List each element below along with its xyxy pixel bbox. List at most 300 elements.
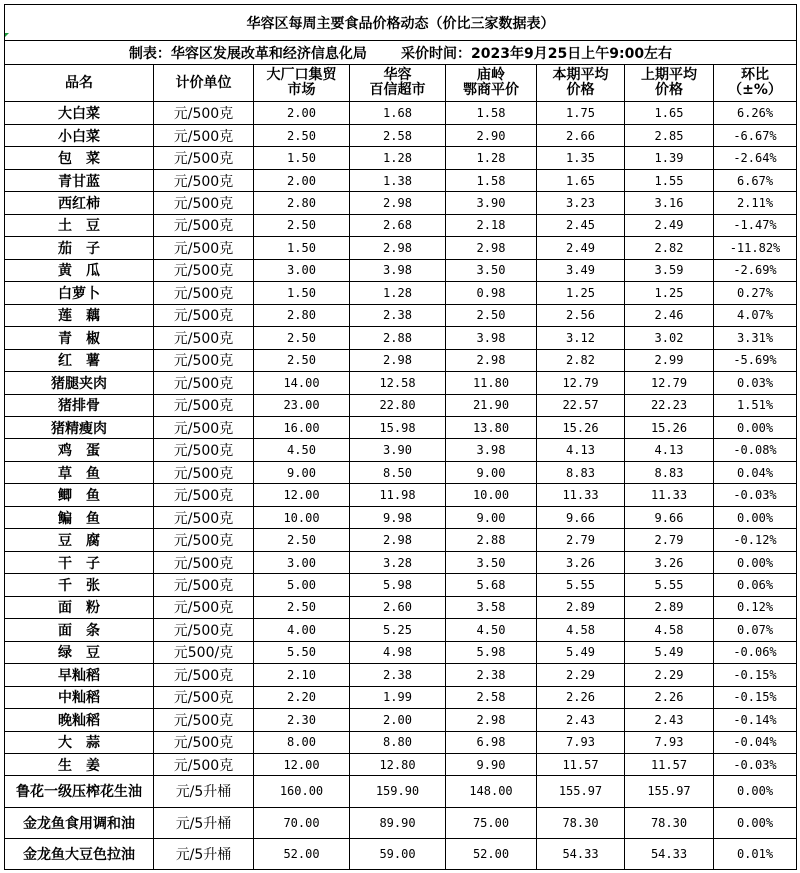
price-unit: 元/500克 bbox=[154, 237, 254, 259]
table-row bbox=[5, 169, 797, 191]
current-avg: 2.45 bbox=[537, 214, 625, 236]
market-price: 2.50 bbox=[254, 327, 350, 349]
eshang-price: 11.80 bbox=[446, 372, 537, 394]
table-row bbox=[5, 551, 797, 573]
previous-avg: 2.99 bbox=[625, 349, 714, 371]
eshang-price: 4.50 bbox=[446, 619, 537, 641]
change-percent: 0.04% bbox=[714, 461, 797, 483]
eshang-price: 2.58 bbox=[446, 686, 537, 708]
previous-avg: 2.29 bbox=[625, 664, 714, 686]
item-name: 鳊 鱼 bbox=[5, 506, 154, 528]
current-avg: 3.12 bbox=[537, 327, 625, 349]
baixin-price: 89.90 bbox=[350, 807, 446, 838]
table-row bbox=[5, 461, 797, 483]
previous-avg: 2.49 bbox=[625, 214, 714, 236]
current-avg: 4.58 bbox=[537, 619, 625, 641]
title-row bbox=[5, 5, 797, 41]
current-avg: 3.26 bbox=[537, 551, 625, 573]
current-avg: 1.25 bbox=[537, 282, 625, 304]
baixin-price: 12.58 bbox=[350, 372, 446, 394]
baixin-price: 1.28 bbox=[350, 147, 446, 169]
previous-avg: 3.02 bbox=[625, 327, 714, 349]
table-row bbox=[5, 304, 797, 326]
current-avg: 22.57 bbox=[537, 394, 625, 416]
eshang-price: 9.90 bbox=[446, 754, 537, 776]
table-row bbox=[5, 282, 797, 304]
previous-avg: 9.66 bbox=[625, 506, 714, 528]
baixin-price: 8.50 bbox=[350, 461, 446, 483]
change-percent: 4.07% bbox=[714, 304, 797, 326]
previous-avg: 78.30 bbox=[625, 807, 714, 838]
previous-avg: 1.55 bbox=[625, 169, 714, 191]
eshang-price: 3.90 bbox=[446, 192, 537, 214]
column-header-line1: 计价单位 bbox=[175, 74, 232, 91]
change-percent: 2.11% bbox=[714, 192, 797, 214]
change-percent: -5.69% bbox=[714, 349, 797, 371]
current-avg: 1.75 bbox=[537, 102, 625, 124]
previous-avg: 15.26 bbox=[625, 416, 714, 438]
market-price: 23.00 bbox=[254, 394, 350, 416]
table-row bbox=[5, 709, 797, 731]
change-percent: 6.67% bbox=[714, 169, 797, 191]
current-avg: 2.49 bbox=[537, 237, 625, 259]
table-row bbox=[5, 641, 797, 663]
item-name: 金龙鱼大豆色拉油 bbox=[5, 838, 154, 869]
baixin-price: 3.98 bbox=[350, 259, 446, 281]
price-unit: 元/500克 bbox=[154, 416, 254, 438]
baixin-price: 1.38 bbox=[350, 169, 446, 191]
change-percent: 0.03% bbox=[714, 372, 797, 394]
market-price: 2.00 bbox=[254, 169, 350, 191]
eshang-price: 9.00 bbox=[446, 506, 537, 528]
eshang-price: 13.80 bbox=[446, 416, 537, 438]
column-header-line1: 环比 bbox=[741, 67, 769, 84]
baixin-price: 4.98 bbox=[350, 641, 446, 663]
eshang-price: 1.58 bbox=[446, 169, 537, 191]
collection-time: 采价时间：2023年9月25日上午9:00左右 bbox=[401, 45, 673, 62]
baixin-price: 8.80 bbox=[350, 731, 446, 753]
baixin-price: 2.00 bbox=[350, 709, 446, 731]
current-avg: 4.13 bbox=[537, 439, 625, 461]
price-unit: 元/500克 bbox=[154, 372, 254, 394]
table-row bbox=[5, 102, 797, 124]
table-title: 华容区每周主要食品价格动态（价比三家数据表） bbox=[5, 5, 797, 41]
previous-avg: 11.33 bbox=[625, 484, 714, 506]
eshang-price: 21.90 bbox=[446, 394, 537, 416]
current-avg: 2.26 bbox=[537, 686, 625, 708]
price-table bbox=[4, 4, 797, 870]
eshang-price: 3.98 bbox=[446, 327, 537, 349]
current-avg: 54.33 bbox=[537, 838, 625, 869]
item-name: 豆 腐 bbox=[5, 529, 154, 551]
current-avg: 155.97 bbox=[537, 776, 625, 807]
eshang-price: 3.58 bbox=[446, 596, 537, 618]
eshang-price: 3.50 bbox=[446, 259, 537, 281]
table-row bbox=[5, 439, 797, 461]
price-unit: 元/500克 bbox=[154, 282, 254, 304]
change-percent: 6.26% bbox=[714, 102, 797, 124]
eshang-price: 10.00 bbox=[446, 484, 537, 506]
item-name: 猪排骨 bbox=[5, 394, 154, 416]
column-header-line2: 市场 bbox=[287, 82, 316, 99]
previous-avg: 4.13 bbox=[625, 439, 714, 461]
market-price: 4.00 bbox=[254, 619, 350, 641]
column-header bbox=[446, 64, 537, 101]
eshang-price: 2.98 bbox=[446, 237, 537, 259]
change-percent: 3.31% bbox=[714, 327, 797, 349]
item-name: 早籼稻 bbox=[5, 664, 154, 686]
baixin-price: 2.98 bbox=[350, 529, 446, 551]
item-name: 红 薯 bbox=[5, 349, 154, 371]
change-percent: -0.03% bbox=[714, 484, 797, 506]
current-avg: 11.33 bbox=[537, 484, 625, 506]
baixin-price: 1.68 bbox=[350, 102, 446, 124]
market-price: 2.50 bbox=[254, 349, 350, 371]
change-percent: 0.01% bbox=[714, 838, 797, 869]
change-percent: -0.03% bbox=[714, 754, 797, 776]
market-price: 2.50 bbox=[254, 596, 350, 618]
change-percent: -1.47% bbox=[714, 214, 797, 236]
price-unit: 元/500克 bbox=[154, 214, 254, 236]
change-percent: 0.07% bbox=[714, 619, 797, 641]
market-price: 2.20 bbox=[254, 686, 350, 708]
table-row bbox=[5, 664, 797, 686]
eshang-price: 3.50 bbox=[446, 551, 537, 573]
previous-avg: 2.26 bbox=[625, 686, 714, 708]
eshang-price: 2.38 bbox=[446, 664, 537, 686]
market-price: 1.50 bbox=[254, 282, 350, 304]
market-price: 1.50 bbox=[254, 147, 350, 169]
eshang-price: 52.00 bbox=[446, 838, 537, 869]
baixin-price: 59.00 bbox=[350, 838, 446, 869]
column-header-line1: 华容 bbox=[383, 67, 412, 84]
table-row bbox=[5, 776, 797, 807]
market-price: 14.00 bbox=[254, 372, 350, 394]
eshang-price: 2.88 bbox=[446, 529, 537, 551]
change-percent: 0.00% bbox=[714, 776, 797, 807]
change-percent: -6.67% bbox=[714, 124, 797, 146]
market-price: 2.50 bbox=[254, 124, 350, 146]
price-unit: 元/500克 bbox=[154, 349, 254, 371]
item-name: 青 椒 bbox=[5, 327, 154, 349]
previous-avg: 7.93 bbox=[625, 731, 714, 753]
eshang-price: 5.98 bbox=[446, 641, 537, 663]
change-percent: -0.14% bbox=[714, 709, 797, 731]
table-row bbox=[5, 731, 797, 753]
current-avg: 11.57 bbox=[537, 754, 625, 776]
current-avg: 3.23 bbox=[537, 192, 625, 214]
change-percent: -0.12% bbox=[714, 529, 797, 551]
baixin-price: 1.99 bbox=[350, 686, 446, 708]
current-avg: 2.79 bbox=[537, 529, 625, 551]
price-unit: 元/500克 bbox=[154, 304, 254, 326]
eshang-price: 3.98 bbox=[446, 439, 537, 461]
previous-avg: 2.82 bbox=[625, 237, 714, 259]
current-avg: 5.55 bbox=[537, 574, 625, 596]
table-row bbox=[5, 506, 797, 528]
column-header-line1: 品名 bbox=[65, 74, 93, 91]
price-unit: 元/500克 bbox=[154, 169, 254, 191]
baixin-price: 9.98 bbox=[350, 506, 446, 528]
eshang-price: 0.98 bbox=[446, 282, 537, 304]
previous-avg: 8.83 bbox=[625, 461, 714, 483]
current-avg: 2.82 bbox=[537, 349, 625, 371]
previous-avg: 2.89 bbox=[625, 596, 714, 618]
item-name: 面 粉 bbox=[5, 596, 154, 618]
eshang-price: 2.50 bbox=[446, 304, 537, 326]
previous-avg: 1.39 bbox=[625, 147, 714, 169]
price-unit: 元/500克 bbox=[154, 259, 254, 281]
market-price: 2.30 bbox=[254, 709, 350, 731]
market-price: 2.10 bbox=[254, 664, 350, 686]
table-row bbox=[5, 259, 797, 281]
previous-avg: 3.59 bbox=[625, 259, 714, 281]
baixin-price: 2.98 bbox=[350, 237, 446, 259]
table-row bbox=[5, 529, 797, 551]
header-row bbox=[5, 64, 797, 101]
previous-avg: 2.46 bbox=[625, 304, 714, 326]
market-price: 9.00 bbox=[254, 461, 350, 483]
current-avg: 5.49 bbox=[537, 641, 625, 663]
baixin-price: 159.90 bbox=[350, 776, 446, 807]
eshang-price: 2.98 bbox=[446, 349, 537, 371]
previous-avg: 3.26 bbox=[625, 551, 714, 573]
change-percent: 0.00% bbox=[714, 551, 797, 573]
price-unit: 元/500克 bbox=[154, 619, 254, 641]
price-unit: 元/5升桶 bbox=[154, 776, 254, 807]
table-row bbox=[5, 147, 797, 169]
eshang-price: 1.28 bbox=[446, 147, 537, 169]
eshang-price: 2.18 bbox=[446, 214, 537, 236]
column-header bbox=[625, 64, 714, 101]
price-unit: 元/500克 bbox=[154, 102, 254, 124]
column-header-line2: 价格 bbox=[566, 82, 595, 99]
item-name: 猪精瘦肉 bbox=[5, 416, 154, 438]
column-header-line2: 价格 bbox=[655, 82, 683, 99]
item-name: 千 张 bbox=[5, 574, 154, 596]
baixin-price: 2.38 bbox=[350, 304, 446, 326]
market-price: 70.00 bbox=[254, 807, 350, 838]
table-row bbox=[5, 192, 797, 214]
current-avg: 9.66 bbox=[537, 506, 625, 528]
column-header-line2: 百信超市 bbox=[369, 82, 426, 99]
market-price: 1.50 bbox=[254, 237, 350, 259]
market-price: 4.50 bbox=[254, 439, 350, 461]
eshang-price: 148.00 bbox=[446, 776, 537, 807]
previous-avg: 2.85 bbox=[625, 124, 714, 146]
market-price: 2.50 bbox=[254, 529, 350, 551]
change-percent: -0.06% bbox=[714, 641, 797, 663]
baixin-price: 2.98 bbox=[350, 349, 446, 371]
current-avg: 12.79 bbox=[537, 372, 625, 394]
previous-avg: 5.55 bbox=[625, 574, 714, 596]
change-percent: 0.00% bbox=[714, 416, 797, 438]
change-percent: -0.15% bbox=[714, 686, 797, 708]
baixin-price: 3.28 bbox=[350, 551, 446, 573]
table-row bbox=[5, 214, 797, 236]
baixin-price: 1.28 bbox=[350, 282, 446, 304]
previous-avg: 155.97 bbox=[625, 776, 714, 807]
item-name: 茄 子 bbox=[5, 237, 154, 259]
market-price: 5.00 bbox=[254, 574, 350, 596]
market-price: 160.00 bbox=[254, 776, 350, 807]
market-price: 5.50 bbox=[254, 641, 350, 663]
column-header bbox=[537, 64, 625, 101]
baixin-price: 22.80 bbox=[350, 394, 446, 416]
price-unit: 元/500克 bbox=[154, 686, 254, 708]
item-name: 白萝卜 bbox=[5, 282, 154, 304]
previous-avg: 54.33 bbox=[625, 838, 714, 869]
column-header-line2: （±%） bbox=[728, 82, 782, 99]
previous-avg: 1.25 bbox=[625, 282, 714, 304]
current-avg: 2.29 bbox=[537, 664, 625, 686]
change-percent: -0.15% bbox=[714, 664, 797, 686]
baixin-price: 2.68 bbox=[350, 214, 446, 236]
change-percent: 0.06% bbox=[714, 574, 797, 596]
price-unit: 元500/克 bbox=[154, 641, 254, 663]
baixin-price: 2.60 bbox=[350, 596, 446, 618]
item-name: 大 蒜 bbox=[5, 731, 154, 753]
price-unit: 元/500克 bbox=[154, 461, 254, 483]
eshang-price: 9.00 bbox=[446, 461, 537, 483]
baixin-price: 15.98 bbox=[350, 416, 446, 438]
item-name: 猪腿夹肉 bbox=[5, 372, 154, 394]
table-row bbox=[5, 807, 797, 838]
market-price: 3.00 bbox=[254, 551, 350, 573]
change-percent: 0.00% bbox=[714, 506, 797, 528]
item-name: 小白菜 bbox=[5, 124, 154, 146]
baixin-price: 5.25 bbox=[350, 619, 446, 641]
current-avg: 1.35 bbox=[537, 147, 625, 169]
change-percent: 0.12% bbox=[714, 596, 797, 618]
column-header bbox=[350, 64, 446, 101]
baixin-price: 2.58 bbox=[350, 124, 446, 146]
market-price: 3.00 bbox=[254, 259, 350, 281]
table-row bbox=[5, 596, 797, 618]
previous-avg: 1.65 bbox=[625, 102, 714, 124]
eshang-price: 75.00 bbox=[446, 807, 537, 838]
price-unit: 元/5升桶 bbox=[154, 838, 254, 869]
baixin-price: 2.98 bbox=[350, 192, 446, 214]
item-name: 鲁花一级压榨花生油 bbox=[5, 776, 154, 807]
item-name: 金龙鱼食用调和油 bbox=[5, 807, 154, 838]
price-unit: 元/500克 bbox=[154, 596, 254, 618]
baixin-price: 2.38 bbox=[350, 664, 446, 686]
market-price: 12.00 bbox=[254, 484, 350, 506]
previous-avg: 3.16 bbox=[625, 192, 714, 214]
baixin-price: 2.88 bbox=[350, 327, 446, 349]
price-unit: 元/500克 bbox=[154, 484, 254, 506]
previous-avg: 2.43 bbox=[625, 709, 714, 731]
item-name: 鸡 蛋 bbox=[5, 439, 154, 461]
market-price: 2.80 bbox=[254, 304, 350, 326]
item-name: 晚籼稻 bbox=[5, 709, 154, 731]
column-header-line1: 大厂口集贸 bbox=[266, 67, 337, 84]
table-row bbox=[5, 372, 797, 394]
column-header bbox=[714, 64, 797, 101]
current-avg: 78.30 bbox=[537, 807, 625, 838]
eshang-price: 5.68 bbox=[446, 574, 537, 596]
current-avg: 2.56 bbox=[537, 304, 625, 326]
previous-avg: 5.49 bbox=[625, 641, 714, 663]
item-name: 大白菜 bbox=[5, 102, 154, 124]
table-row bbox=[5, 619, 797, 641]
current-avg: 7.93 bbox=[537, 731, 625, 753]
market-price: 10.00 bbox=[254, 506, 350, 528]
column-header-line1: 本期平均 bbox=[552, 67, 609, 84]
item-name: 干 子 bbox=[5, 551, 154, 573]
column-header bbox=[254, 64, 350, 101]
previous-avg: 11.57 bbox=[625, 754, 714, 776]
item-name: 包 菜 bbox=[5, 147, 154, 169]
table-row bbox=[5, 327, 797, 349]
column-header bbox=[5, 64, 154, 101]
eshang-price: 1.58 bbox=[446, 102, 537, 124]
table-row bbox=[5, 686, 797, 708]
item-name: 西红柿 bbox=[5, 192, 154, 214]
table-row bbox=[5, 124, 797, 146]
change-percent: -0.08% bbox=[714, 439, 797, 461]
change-percent: -11.82% bbox=[714, 237, 797, 259]
column-header-line1: 庙岭 bbox=[477, 67, 505, 84]
price-unit: 元/500克 bbox=[154, 192, 254, 214]
table-row bbox=[5, 754, 797, 776]
eshang-price: 2.98 bbox=[446, 709, 537, 731]
table-row bbox=[5, 237, 797, 259]
price-unit: 元/500克 bbox=[154, 394, 254, 416]
market-price: 12.00 bbox=[254, 754, 350, 776]
market-price: 52.00 bbox=[254, 838, 350, 869]
eshang-price: 2.90 bbox=[446, 124, 537, 146]
previous-avg: 4.58 bbox=[625, 619, 714, 641]
market-price: 16.00 bbox=[254, 416, 350, 438]
table-row bbox=[5, 349, 797, 371]
table-row bbox=[5, 838, 797, 869]
column-header-line1: 上期平均 bbox=[641, 67, 697, 84]
price-unit: 元/5升桶 bbox=[154, 807, 254, 838]
price-unit: 元/500克 bbox=[154, 664, 254, 686]
market-price: 2.00 bbox=[254, 102, 350, 124]
price-unit: 元/500克 bbox=[154, 439, 254, 461]
eshang-price: 6.98 bbox=[446, 731, 537, 753]
maker-label: 制表：华容区发展改革和经济信息化局 bbox=[128, 45, 367, 62]
baixin-price: 5.98 bbox=[350, 574, 446, 596]
baixin-price: 3.90 bbox=[350, 439, 446, 461]
change-percent: -0.04% bbox=[714, 731, 797, 753]
price-unit: 元/500克 bbox=[154, 147, 254, 169]
change-percent: -2.69% bbox=[714, 259, 797, 281]
item-name: 莲 藕 bbox=[5, 304, 154, 326]
current-avg: 2.43 bbox=[537, 709, 625, 731]
previous-avg: 12.79 bbox=[625, 372, 714, 394]
current-avg: 2.89 bbox=[537, 596, 625, 618]
item-name: 生 姜 bbox=[5, 754, 154, 776]
price-unit: 元/500克 bbox=[154, 551, 254, 573]
column-header bbox=[154, 64, 254, 101]
column-header-line2: 鄂商平价 bbox=[463, 82, 519, 99]
price-unit: 元/500克 bbox=[154, 124, 254, 146]
change-percent: 1.51% bbox=[714, 394, 797, 416]
market-price: 8.00 bbox=[254, 731, 350, 753]
baixin-price: 12.80 bbox=[350, 754, 446, 776]
item-name: 绿 豆 bbox=[5, 641, 154, 663]
price-unit: 元/500克 bbox=[154, 574, 254, 596]
price-unit: 元/500克 bbox=[154, 506, 254, 528]
current-avg: 3.49 bbox=[537, 259, 625, 281]
item-name: 土 豆 bbox=[5, 214, 154, 236]
change-percent: 0.00% bbox=[714, 807, 797, 838]
baixin-price: 11.98 bbox=[350, 484, 446, 506]
